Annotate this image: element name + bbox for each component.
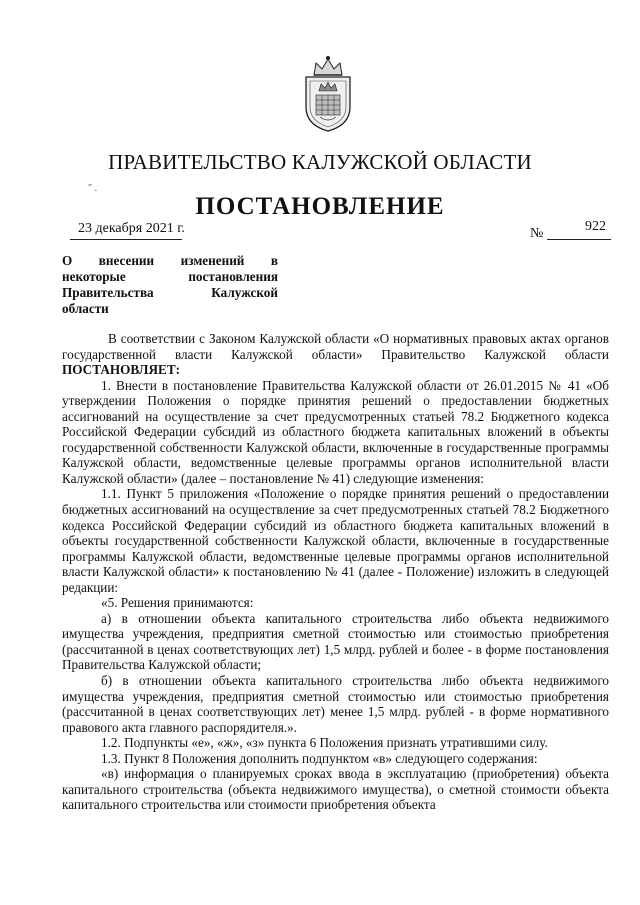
paragraph-subitem-v: «в) информация о планируемых сроках ввода в эксплуатацию (приобретения) объекта капитального строительства (объекта недвижимого имущества), о сметной стоимости объекта капитального строительства или стоимости приобретения объекта bbox=[62, 766, 609, 813]
document-body bbox=[62, 331, 609, 813]
number-underline bbox=[547, 239, 611, 240]
document-number: 922 bbox=[585, 219, 606, 234]
paragraph-subitem-a: а) в отношении объекта капитального строительства либо объекта недвижимого имущества учреждения, предприятия сметной стоимостью или стоимостью приобретения (рассчитанной в ценах соответствующих лет) 1,5 млрд. рублей и более - в форме постановления Правительства Калужской области; bbox=[62, 610, 609, 673]
paragraph-item-1-3: 1.3. Пункт 8 Положения дополнить подпунктом «в» следующего содержания: bbox=[101, 750, 538, 766]
paragraph-item-1-1: 1.1. Пункт 5 приложения «Положение о порядке принятия решений о предоставлении бюджетных ассигнований на осуществление за счет предусмотренных статьей 78.2 Бюджетного кодекса Российской Федерации субсидий из областного бюджета капитальных вложений в объекты государственной собственности Калужской области, включенные в государственные программы Калужской области, ведомственные целевые программы органов исполнительной власти Калужской области» к постановлению № 41 (далее - Положение) изложить в следующей редакции: bbox=[62, 486, 609, 595]
paragraph-item-1-2: 1.2. Подпункты «е», «ж», «з» пункта 6 Положения признать утратившими силу. bbox=[101, 735, 548, 751]
document-type-title: ПОСТАНОВЛЕНИЕ bbox=[195, 193, 445, 220]
intro-text: В соответствии с Законом Калужской области «О нормативных правовых актах органов государственной власти Калужской области» Правительство Калужской области bbox=[62, 331, 609, 362]
subject-line: Правительства Калужской bbox=[62, 285, 278, 300]
paragraph-item-1: 1. Внести в постановление Правительства Калужской области от 26.01.2015 № 41 «Об утверждении Положения о порядке принятия решений о предоставлении бюджетных ассигнований на осуществление за счет предусмотренных статьей 78.2 Бюджетного кодекса Российской Федерации субсидий из областного бюджета капитальных вложений в объекты государственной собственности Калужской области, включенные в государственные программы Калужской области, ведомственные целевые программы органов исполнительной власти Калужской области» (далее – постановление № 41) следующие изменения: bbox=[62, 377, 609, 486]
decree-keyword-colon: : bbox=[175, 362, 181, 378]
number-label: № bbox=[530, 226, 544, 241]
paragraph-subitem-b: б) в отношении объекта капитального строительства либо объекта недвижимого имущества учреждения, предприятия сметной стоимостью или стоимостью приобретения (рассчитанной в ценах соответствующих лет) менее 1,5 млрд. рублей - в форме нормативного правового акта главного распорядителя.». bbox=[62, 673, 609, 735]
government-title: ПРАВИТЕЛЬСТВО КАЛУЖСКОЙ ОБЛАСТИ bbox=[108, 150, 532, 174]
subject-line: О внесении изменений в bbox=[62, 253, 278, 268]
scan-mark: " . bbox=[88, 183, 98, 194]
document-date: 23 декабря 2021 г. bbox=[78, 221, 185, 236]
subject-line: области bbox=[62, 301, 109, 316]
document-subject bbox=[62, 253, 278, 317]
paragraph-item-5-heading: «5. Решения принимаются: bbox=[101, 595, 254, 611]
kaluga-coat-of-arms-emblem bbox=[300, 55, 356, 133]
decree-keyword: ПОСТАНОВЛЯЕТ bbox=[62, 362, 176, 378]
subject-line: некоторые постановления bbox=[62, 269, 278, 284]
intro-paragraph bbox=[62, 331, 609, 378]
date-underline bbox=[70, 239, 182, 240]
